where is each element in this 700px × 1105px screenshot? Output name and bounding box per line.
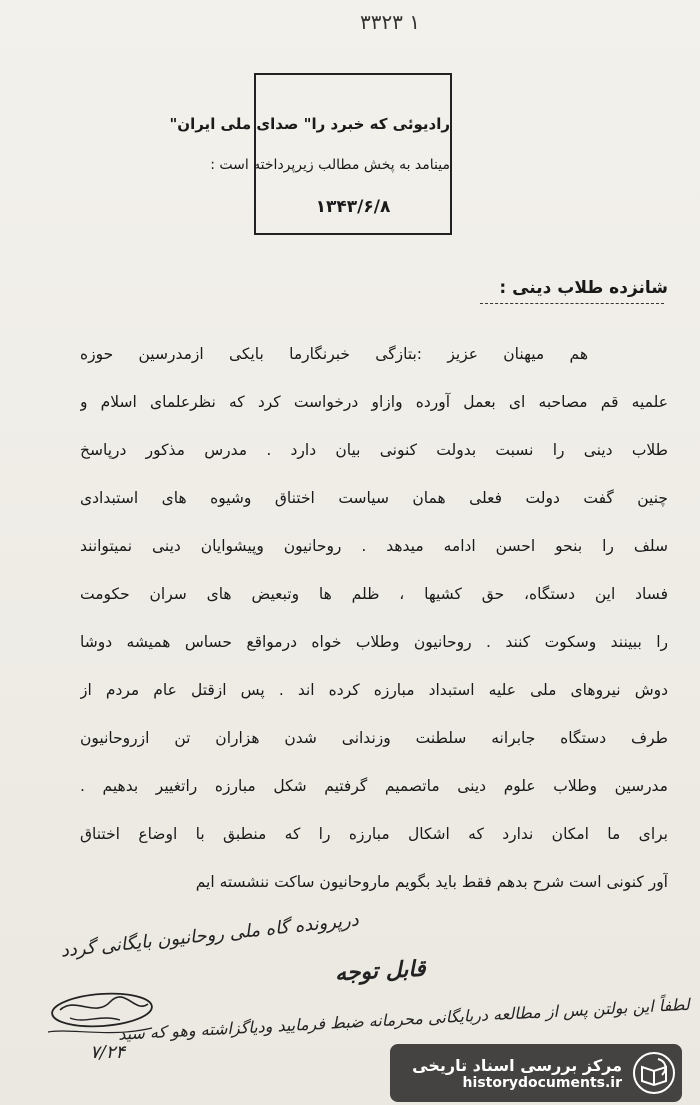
subject-title: شانزده طلاب دینی :: [499, 278, 668, 298]
header-line-2: مینامد به پخش مطالب زیرپرداخته است :: [210, 157, 450, 173]
watermark-banner: [390, 1044, 682, 1102]
watermark-text: [412, 1056, 622, 1091]
signature-mark: [40, 988, 160, 1048]
handwritten-date: ۷/۲۴: [90, 1042, 126, 1063]
header-date: ۱۳۴۳/۶/۸: [315, 197, 391, 217]
body-line: آور کنونی است شرح بدهم فقط باید بگویم ماروحانیون ساکت ننشسته ایم: [195, 873, 668, 891]
header-box: [169, 73, 452, 235]
subject-underline: [480, 303, 664, 304]
watermark-url: historydocuments.ir: [462, 1074, 622, 1091]
handwritten-archive-note: درپرونده گاه ملی روحانیون بایگانی گردد: [59, 909, 360, 962]
body-line: طرف دستگاه جابرانه سلطنت وزندانی شدن هزاران تن ازروحانیون: [80, 729, 668, 747]
body-line: را ببینند وسکوت کنند . روحانیون وطلاب خواه درمواقع حساس همیشه دوشا: [80, 633, 668, 651]
page-number: ۳۳۲۳ ۱: [359, 10, 421, 34]
body-line: مدرسین وطلاب علوم دینی ماتصمیم گرفتیم شکل مبارزه راتغییر بدهیم .: [80, 777, 668, 795]
body-line: طلاب دینی را نسبت بدولت کنونی بیان دارد . مدرس مذکور درپاسخ: [80, 441, 668, 459]
body-line: هم میهنان عزیز :بتازگی خبرنگارما بایکی ازمدرسین حوزه: [80, 345, 588, 363]
header-line-1: رادیوئی که خبرد را" صدای ملی ایران": [169, 115, 450, 133]
body-line: برای ما امکان ندارد که اشکال مبارزه را که منطبق با اوضاع اختناق: [80, 825, 668, 843]
handwritten-request: لطفاً این بولتن پس از مطالعه دربایگانی محرمانه ضبط فرمایید ودیاگزاشته وهو که سید: [117, 994, 691, 1044]
book-feather-icon: [632, 1051, 676, 1095]
body-line: علمیه قم مصاحبه ای بعمل آورده وازاو درخواست کرد که نظرعلمای اسلام و: [80, 393, 668, 411]
body-line: فساد این دستگاه، حق کشیها ، ظلم ها وتبعیض های سران حکومت: [80, 585, 668, 603]
watermark-title: مرکز بررسی اسناد تاریخی: [412, 1055, 622, 1075]
body-text: [80, 340, 668, 916]
body-line: دوش نیروهای ملی علیه استبداد مبارزه کرده اند . پس ازقتل عام مردم از: [80, 681, 668, 699]
body-line: چنین گفت دولت فعلی همان سیاست اختناق وشیوه های استبدادی: [80, 489, 668, 507]
body-line: سلف را بنحو احسن ادامه میدهد . روحانیون وپیشوایان دینی نمیتوانند: [80, 537, 668, 555]
handwritten-attention: قابل توجه: [334, 955, 427, 987]
